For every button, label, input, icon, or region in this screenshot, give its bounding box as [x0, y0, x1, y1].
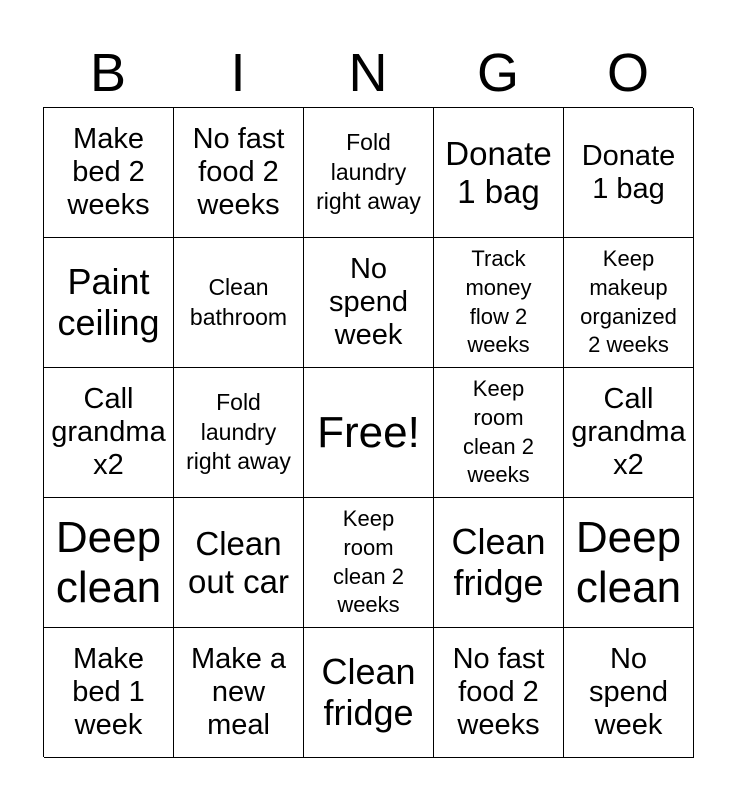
cell-text: Call grandma x2 [51, 383, 166, 481]
bingo-cell[interactable] [44, 368, 174, 498]
bingo-cell[interactable] [434, 628, 564, 758]
bingo-cell[interactable] [174, 628, 304, 758]
header-letter-n: N [348, 43, 388, 103]
cell-text: Clean fridge [451, 520, 546, 603]
header-letter-o: O [606, 43, 649, 103]
bingo-cell[interactable] [174, 498, 304, 628]
bingo-cell[interactable] [44, 628, 174, 758]
bingo-cell[interactable] [174, 238, 304, 368]
cell-text: Free! [317, 407, 420, 457]
bingo-cell[interactable] [564, 368, 694, 498]
cell-text: Make a new meal [190, 643, 287, 741]
bingo-cell[interactable] [44, 238, 174, 368]
cell-text: No fast food 2 weeks [452, 643, 545, 741]
cell-text: Deep clean [575, 512, 682, 612]
bingo-cell[interactable] [304, 628, 434, 758]
cell-text: Donate 1 bag [445, 135, 552, 210]
bingo-cell[interactable] [434, 238, 564, 368]
cell-text: Keep room clean 2 weeks [333, 506, 404, 618]
cell-text: Donate 1 bag [581, 139, 676, 205]
cell-text: No spend week [328, 253, 408, 351]
cell-text: Keep room clean 2 weeks [463, 376, 534, 488]
bingo-cell[interactable] [304, 108, 434, 238]
bingo-cell[interactable] [564, 628, 694, 758]
bingo-cell[interactable] [434, 498, 564, 628]
bingo-board [43, 107, 693, 757]
cell-text: Clean fridge [321, 650, 416, 733]
bingo-cell[interactable] [564, 498, 694, 628]
bingo-cell[interactable] [44, 498, 174, 628]
bingo-cell[interactable] [174, 108, 304, 238]
bingo-cell[interactable] [304, 238, 434, 368]
bingo-cell[interactable] [434, 108, 564, 238]
free-space[interactable] [304, 368, 434, 498]
header-letter-b: B [89, 43, 127, 103]
cell-text: No spend week [588, 643, 668, 741]
cell-text: Track money flow 2 weeks [465, 246, 532, 358]
bingo-cell[interactable] [434, 368, 564, 498]
cell-text: Clean bathroom [189, 273, 288, 330]
cell-text: Keep makeup organized 2 weeks [580, 246, 677, 358]
cell-text: Make bed 2 weeks [67, 123, 150, 221]
bingo-cell[interactable] [304, 498, 434, 628]
cell-text: No fast food 2 weeks [192, 123, 285, 221]
cell-text: Make bed 1 week [72, 643, 145, 741]
cell-text: Paint ceiling [57, 260, 160, 343]
bingo-cell[interactable] [564, 108, 694, 238]
bingo-cell[interactable] [44, 108, 174, 238]
header-letter-i: I [230, 43, 246, 103]
cell-text: Clean out car [188, 525, 289, 600]
bingo-cell[interactable] [564, 238, 694, 368]
cell-text: Deep clean [55, 512, 162, 612]
header-letter-g: G [476, 43, 519, 103]
cell-text: Fold laundry right away [316, 128, 421, 215]
cell-text: Fold laundry right away [186, 388, 291, 475]
cell-text: Call grandma x2 [571, 383, 686, 481]
bingo-cell[interactable] [174, 368, 304, 498]
bingo-header [43, 40, 693, 106]
